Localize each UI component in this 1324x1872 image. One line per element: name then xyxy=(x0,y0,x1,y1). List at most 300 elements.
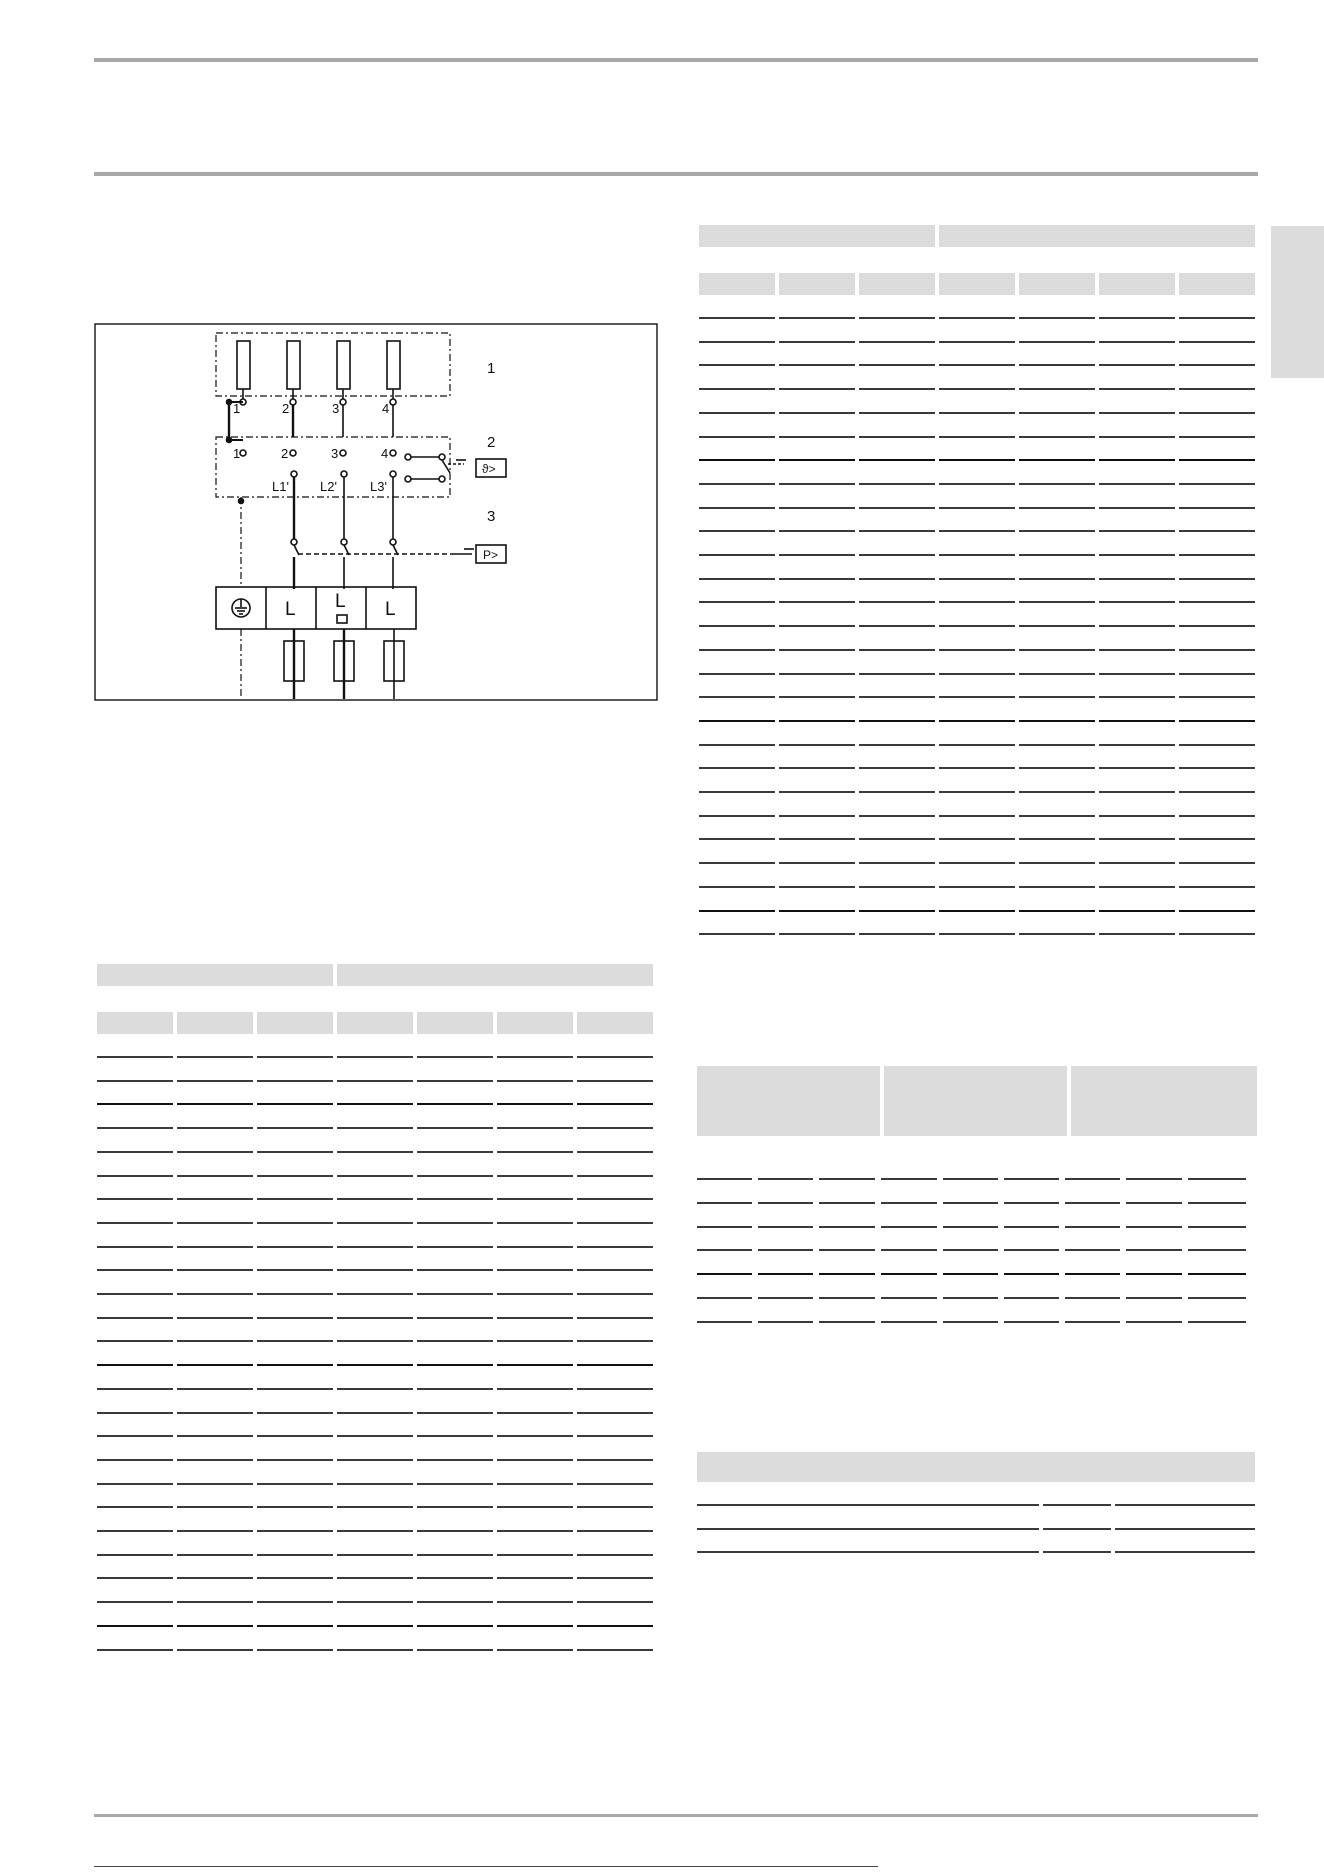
table-group-header xyxy=(699,225,935,247)
table-cell-rule xyxy=(177,1056,253,1058)
table-cell-rule xyxy=(1188,1178,1246,1180)
table-cell-rule xyxy=(758,1178,813,1180)
table-cell-rule xyxy=(417,1554,493,1556)
table-cell-rule xyxy=(1179,436,1255,438)
table-cell-rule xyxy=(417,1175,493,1177)
table-cell-rule xyxy=(337,1222,413,1224)
table-cell-rule xyxy=(337,1577,413,1579)
side-tab xyxy=(1271,226,1324,378)
table-cell-rule xyxy=(1179,601,1255,603)
group-label-1: 1 xyxy=(487,360,496,377)
table-cell-rule xyxy=(779,744,855,746)
table-cell-rule xyxy=(497,1340,573,1342)
table-cell-rule xyxy=(859,649,935,651)
table-cell-rule xyxy=(699,933,775,935)
table-cell-rule xyxy=(1065,1321,1120,1323)
table-cell-rule xyxy=(859,364,935,366)
footer-line xyxy=(94,1866,878,1867)
table-cell-rule xyxy=(497,1127,573,1129)
table-cell-rule xyxy=(177,1222,253,1224)
table-cell-rule xyxy=(417,1435,493,1437)
table-cell-rule xyxy=(337,1459,413,1461)
table-cell-rule xyxy=(1126,1273,1182,1275)
table-cell-rule xyxy=(779,412,855,414)
table-column-header xyxy=(779,273,855,295)
table-cell-rule xyxy=(257,1625,333,1627)
table-cell-rule xyxy=(577,1364,653,1366)
table-cell-rule xyxy=(97,1175,173,1177)
table-cell-rule xyxy=(1179,744,1255,746)
top-rule xyxy=(94,58,1258,62)
table-cell-rule xyxy=(1043,1504,1111,1506)
table-cell-rule xyxy=(1065,1202,1120,1204)
table-cell-rule xyxy=(257,1554,333,1556)
table-cell-rule xyxy=(779,673,855,675)
table-cell-rule xyxy=(697,1178,752,1180)
table-cell-rule xyxy=(881,1226,937,1228)
table-cell-rule xyxy=(497,1222,573,1224)
table-cell-rule xyxy=(337,1340,413,1342)
table-cell-rule xyxy=(177,1364,253,1366)
block-label-1: L xyxy=(285,599,296,620)
table-cell-rule xyxy=(577,1127,653,1129)
table-cell-rule xyxy=(337,1056,413,1058)
table-cell-rule xyxy=(177,1554,253,1556)
table-cell-rule xyxy=(257,1151,333,1153)
table-cell-rule xyxy=(699,412,775,414)
table-cell-rule xyxy=(1043,1528,1111,1530)
table-cell-rule xyxy=(257,1649,333,1651)
table-cell-rule xyxy=(699,886,775,888)
table-cell-rule xyxy=(1019,341,1095,343)
table-cell-rule xyxy=(859,815,935,817)
table-cell-rule xyxy=(939,483,1015,485)
table-cell-rule xyxy=(337,1080,413,1082)
table-cell-rule xyxy=(577,1601,653,1603)
table-cell-rule xyxy=(417,1151,493,1153)
table-cell-rule xyxy=(97,1412,173,1414)
table-cell-rule xyxy=(577,1530,653,1532)
table-cell-rule xyxy=(577,1175,653,1177)
table-cell-rule xyxy=(859,459,935,461)
table-cell-rule xyxy=(859,791,935,793)
table-cell-rule xyxy=(97,1317,173,1319)
table-cell-rule xyxy=(859,838,935,840)
table-cell-rule xyxy=(1019,933,1095,935)
table-cell-rule xyxy=(97,1459,173,1461)
heater-element-4 xyxy=(387,341,400,389)
table-cell-rule xyxy=(1179,720,1255,722)
table-cell-rule xyxy=(699,601,775,603)
table-cell-rule xyxy=(1179,507,1255,509)
table-cell-rule xyxy=(97,1222,173,1224)
table-cell-rule xyxy=(497,1506,573,1508)
table-cell-rule xyxy=(337,1388,413,1390)
table-cell-rule xyxy=(1188,1249,1246,1251)
table-cell-rule xyxy=(177,1435,253,1437)
table-cell-rule xyxy=(497,1388,573,1390)
table-cell-rule xyxy=(97,1080,173,1082)
table-cell-rule xyxy=(758,1249,813,1251)
table-cell-rule xyxy=(417,1269,493,1271)
table-cell-rule xyxy=(1065,1249,1120,1251)
table-cell-rule xyxy=(1179,625,1255,627)
table-cell-rule xyxy=(859,625,935,627)
table-column-header xyxy=(939,273,1015,295)
table-cell-rule xyxy=(497,1364,573,1366)
table-cell-rule xyxy=(699,649,775,651)
table-cell-rule xyxy=(417,1459,493,1461)
table-column-header xyxy=(257,1012,333,1034)
table-cell-rule xyxy=(577,1340,653,1342)
table-cell-rule xyxy=(1115,1504,1255,1506)
table-cell-rule xyxy=(497,1577,573,1579)
table-cell-rule xyxy=(939,625,1015,627)
table-header xyxy=(697,1452,1255,1482)
table-cell-rule xyxy=(497,1530,573,1532)
table-cell-rule xyxy=(1019,507,1095,509)
table-cell-rule xyxy=(699,910,775,912)
table-cell-rule xyxy=(257,1412,333,1414)
table-cell-rule xyxy=(97,1506,173,1508)
table-cell-rule xyxy=(1179,673,1255,675)
table-cell-rule xyxy=(417,1601,493,1603)
table-cell-rule xyxy=(1179,838,1255,840)
table-cell-rule xyxy=(779,838,855,840)
table-cell-rule xyxy=(577,1625,653,1627)
table-cell-rule xyxy=(939,459,1015,461)
table-cell-rule xyxy=(939,388,1015,390)
table-cell-rule xyxy=(257,1530,333,1532)
table-cell-rule xyxy=(337,1412,413,1414)
table-cell-rule xyxy=(337,1483,413,1485)
table-cell-rule xyxy=(699,673,775,675)
table-cell-rule xyxy=(819,1297,875,1299)
table-cell-rule xyxy=(577,1103,653,1105)
table-cell-rule xyxy=(417,1506,493,1508)
table-cell-rule xyxy=(779,578,855,580)
table-cell-rule xyxy=(497,1269,573,1271)
table-cell-rule xyxy=(779,483,855,485)
table-cell-rule xyxy=(697,1202,752,1204)
table-cell-rule xyxy=(881,1321,937,1323)
table-cell-rule xyxy=(97,1293,173,1295)
table-cell-rule xyxy=(577,1649,653,1651)
table-cell-rule xyxy=(417,1625,493,1627)
mid-terminal-3: 3 xyxy=(331,446,339,461)
table-cell-rule xyxy=(699,767,775,769)
table-cell-rule xyxy=(699,459,775,461)
table-cell-rule xyxy=(939,578,1015,580)
table-cell-rule xyxy=(699,815,775,817)
table-group-header xyxy=(939,225,1255,247)
table-cell-rule xyxy=(1115,1551,1255,1553)
table-cell-rule xyxy=(699,862,775,864)
table-cell-rule xyxy=(177,1601,253,1603)
table-cell-rule xyxy=(497,1435,573,1437)
table-group-header xyxy=(884,1066,1067,1136)
table-cell-rule xyxy=(1099,886,1175,888)
thermostat-symbol: ϑ> xyxy=(482,462,496,476)
table-cell-rule xyxy=(257,1198,333,1200)
table-cell-rule xyxy=(1099,649,1175,651)
table-cell-rule xyxy=(337,1601,413,1603)
table-cell-rule xyxy=(1043,1551,1111,1553)
table-cell-rule xyxy=(257,1483,333,1485)
table-cell-rule xyxy=(177,1388,253,1390)
table-cell-rule xyxy=(1019,910,1095,912)
table-cell-rule xyxy=(699,388,775,390)
table-cell-rule xyxy=(337,1530,413,1532)
table-cell-rule xyxy=(1179,933,1255,935)
table-cell-rule xyxy=(417,1080,493,1082)
table-cell-rule xyxy=(859,862,935,864)
table-cell-rule xyxy=(939,530,1015,532)
table-cell-rule xyxy=(1019,720,1095,722)
table-cell-rule xyxy=(939,933,1015,935)
header-rule xyxy=(94,172,1258,176)
table-cell-rule xyxy=(337,1269,413,1271)
table-cell-rule xyxy=(1004,1321,1059,1323)
table-column-header xyxy=(1099,273,1175,295)
table-cell-rule xyxy=(417,1530,493,1532)
table-cell-rule xyxy=(859,388,935,390)
table-cell-rule xyxy=(859,673,935,675)
table-cell-rule xyxy=(1019,815,1095,817)
table-cell-rule xyxy=(337,1625,413,1627)
table-cell-rule xyxy=(257,1246,333,1248)
table-cell-rule xyxy=(337,1554,413,1556)
table-cell-rule xyxy=(859,910,935,912)
table-cell-rule xyxy=(943,1226,998,1228)
table-cell-rule xyxy=(699,530,775,532)
table-cell-rule xyxy=(1019,744,1095,746)
table-cell-rule xyxy=(1019,388,1095,390)
table-cell-rule xyxy=(177,1459,253,1461)
table-cell-rule xyxy=(1019,578,1095,580)
table-cell-rule xyxy=(943,1202,998,1204)
table-cell-rule xyxy=(257,1269,333,1271)
table-cell-rule xyxy=(1099,696,1175,698)
phase-label-1: L1' xyxy=(272,479,289,494)
table-cell-rule xyxy=(337,1649,413,1651)
table-cell-rule xyxy=(779,886,855,888)
table-cell-rule xyxy=(1179,696,1255,698)
table-cell-rule xyxy=(758,1273,813,1275)
table-cell-rule xyxy=(939,720,1015,722)
table-cell-rule xyxy=(939,412,1015,414)
top-terminal-1: 1 xyxy=(233,401,241,416)
table-cell-rule xyxy=(819,1249,875,1251)
table-cell-rule xyxy=(97,1246,173,1248)
table-cell-rule xyxy=(939,317,1015,319)
table-cell-rule xyxy=(1019,483,1095,485)
table-cell-rule xyxy=(779,696,855,698)
table-cell-rule xyxy=(943,1249,998,1251)
table-cell-rule xyxy=(1019,767,1095,769)
table-cell-rule xyxy=(1179,649,1255,651)
table-cell-rule xyxy=(97,1649,173,1651)
table-cell-rule xyxy=(758,1321,813,1323)
table-cell-rule xyxy=(1099,412,1175,414)
table-cell-rule xyxy=(337,1198,413,1200)
table-cell-rule xyxy=(257,1364,333,1366)
table-cell-rule xyxy=(577,1269,653,1271)
table-cell-rule xyxy=(939,815,1015,817)
table-cell-rule xyxy=(1099,459,1175,461)
table-cell-rule xyxy=(939,364,1015,366)
table-column-header xyxy=(1179,273,1255,295)
table-cell-rule xyxy=(417,1577,493,1579)
table-cell-rule xyxy=(1099,341,1175,343)
table-cell-rule xyxy=(497,1649,573,1651)
table-cell-rule xyxy=(1099,483,1175,485)
table-cell-rule xyxy=(859,554,935,556)
table-cell-rule xyxy=(939,910,1015,912)
table-cell-rule xyxy=(1099,720,1175,722)
table-cell-rule xyxy=(97,1435,173,1437)
table-cell-rule xyxy=(1099,388,1175,390)
table-cell-rule xyxy=(779,767,855,769)
table-cell-rule xyxy=(577,1151,653,1153)
table-cell-rule xyxy=(699,317,775,319)
table-cell-rule xyxy=(257,1577,333,1579)
table-cell-rule xyxy=(337,1506,413,1508)
table-cell-rule xyxy=(881,1249,937,1251)
heater-group-box xyxy=(216,333,450,396)
table-cell-rule xyxy=(257,1175,333,1177)
table-cell-rule xyxy=(1099,673,1175,675)
table-column-header xyxy=(417,1012,493,1034)
table-cell-rule xyxy=(1099,578,1175,580)
table-cell-rule xyxy=(779,530,855,532)
table-cell-rule xyxy=(177,1317,253,1319)
table-cell-rule xyxy=(1099,910,1175,912)
mid-terminal-4: 4 xyxy=(381,446,389,461)
table-cell-rule xyxy=(417,1293,493,1295)
table-cell-rule xyxy=(177,1080,253,1082)
table-column-header xyxy=(337,1012,413,1034)
table-cell-rule xyxy=(697,1273,752,1275)
table-cell-rule xyxy=(177,1127,253,1129)
table-cell-rule xyxy=(699,696,775,698)
table-cell-rule xyxy=(1179,862,1255,864)
table-cell-rule xyxy=(1019,554,1095,556)
table-cell-rule xyxy=(177,1269,253,1271)
table-cell-rule xyxy=(859,696,935,698)
table-cell-rule xyxy=(257,1056,333,1058)
table-cell-rule xyxy=(257,1506,333,1508)
table-cell-rule xyxy=(943,1297,998,1299)
table-cell-rule xyxy=(1019,459,1095,461)
table-cell-rule xyxy=(257,1103,333,1105)
table-cell-rule xyxy=(939,886,1015,888)
table-cell-rule xyxy=(779,720,855,722)
table-cell-rule xyxy=(1179,815,1255,817)
table-cell-rule xyxy=(1126,1249,1182,1251)
table-cell-rule xyxy=(97,1364,173,1366)
table-cell-rule xyxy=(1004,1226,1059,1228)
table-cell-rule xyxy=(699,838,775,840)
table-cell-rule xyxy=(881,1202,937,1204)
table-cell-rule xyxy=(819,1178,875,1180)
table-cell-rule xyxy=(337,1103,413,1105)
table-cell-rule xyxy=(577,1246,653,1248)
table-cell-rule xyxy=(859,436,935,438)
top-terminal-2: 2 xyxy=(282,401,290,416)
table-cell-rule xyxy=(699,507,775,509)
table-cell-rule xyxy=(1126,1226,1182,1228)
table-cell-rule xyxy=(779,601,855,603)
table-cell-rule xyxy=(859,933,935,935)
table-cell-rule xyxy=(859,744,935,746)
table-cell-rule xyxy=(417,1317,493,1319)
table-cell-rule xyxy=(1179,767,1255,769)
table-group-header xyxy=(697,1066,880,1136)
table-cell-rule xyxy=(257,1435,333,1437)
phase-label-3: L3' xyxy=(370,479,387,494)
table-cell-rule xyxy=(1126,1297,1182,1299)
table-cell-rule xyxy=(939,507,1015,509)
table-cell-rule xyxy=(779,625,855,627)
table-cell-rule xyxy=(699,436,775,438)
table-cell-rule xyxy=(97,1269,173,1271)
table-cell-rule xyxy=(779,459,855,461)
table-cell-rule xyxy=(577,1412,653,1414)
table-cell-rule xyxy=(859,767,935,769)
table-cell-rule xyxy=(859,412,935,414)
table-cell-rule xyxy=(177,1483,253,1485)
table-cell-rule xyxy=(417,1649,493,1651)
table-cell-rule xyxy=(699,720,775,722)
table-cell-rule xyxy=(699,483,775,485)
table-cell-rule xyxy=(779,554,855,556)
table-cell-rule xyxy=(1004,1249,1059,1251)
table-cell-rule xyxy=(337,1317,413,1319)
wiring-diagram xyxy=(94,323,658,701)
table-cell-rule xyxy=(577,1293,653,1295)
table-cell-rule xyxy=(859,317,935,319)
table-cell-rule xyxy=(1099,601,1175,603)
top-terminal-4: 4 xyxy=(382,401,390,416)
table-cell-rule xyxy=(177,1246,253,1248)
table-cell-rule xyxy=(417,1340,493,1342)
table-cell-rule xyxy=(417,1246,493,1248)
table-cell-rule xyxy=(1179,317,1255,319)
table-cell-rule xyxy=(97,1577,173,1579)
table-cell-rule xyxy=(177,1175,253,1177)
table-group-header xyxy=(97,964,333,986)
table-cell-rule xyxy=(97,1388,173,1390)
phase-label-2: L2' xyxy=(320,479,337,494)
table-cell-rule xyxy=(1099,744,1175,746)
table-column-header xyxy=(859,273,935,295)
table-cell-rule xyxy=(417,1127,493,1129)
table-cell-rule xyxy=(497,1151,573,1153)
table-cell-rule xyxy=(779,862,855,864)
table-cell-rule xyxy=(577,1222,653,1224)
table-cell-rule xyxy=(1019,696,1095,698)
table-cell-rule xyxy=(577,1577,653,1579)
table-cell-rule xyxy=(939,767,1015,769)
table-cell-rule xyxy=(577,1554,653,1556)
table-cell-rule xyxy=(699,364,775,366)
table-cell-rule xyxy=(1019,364,1095,366)
table-cell-rule xyxy=(257,1127,333,1129)
table-cell-rule xyxy=(1179,459,1255,461)
table-column-header xyxy=(577,1012,653,1034)
table-cell-rule xyxy=(758,1202,813,1204)
